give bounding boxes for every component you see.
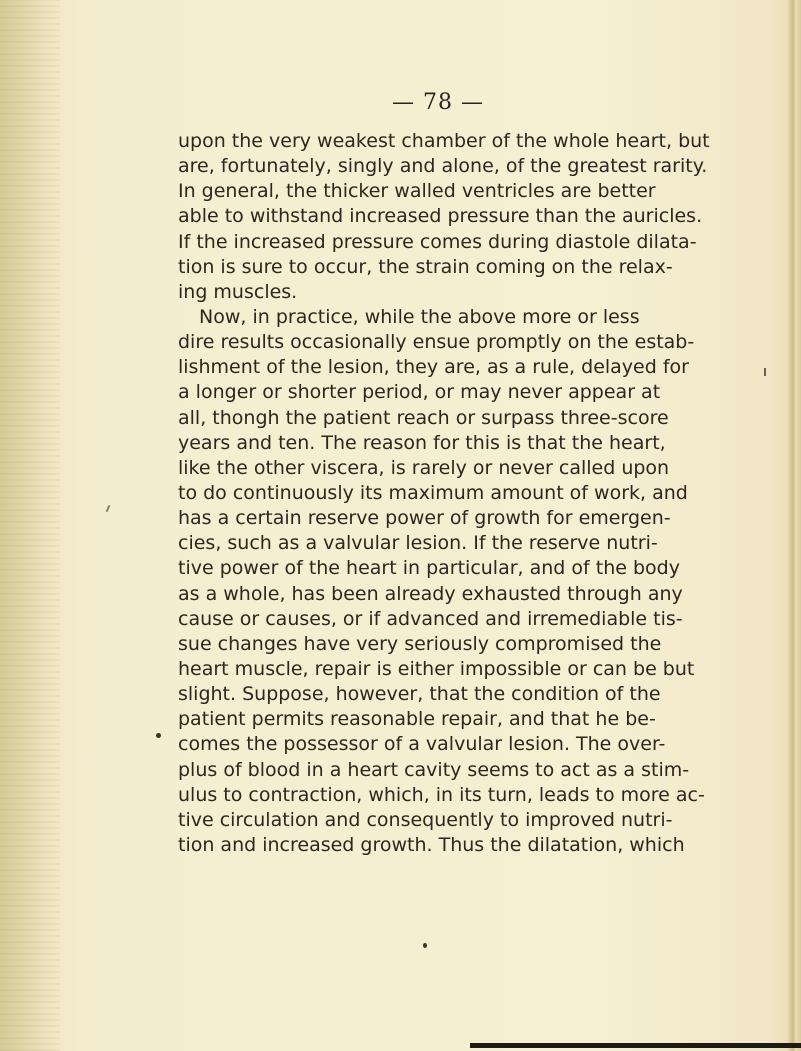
text-line: tion and increased growth. Thus the dilatation, which [178, 833, 685, 856]
text-line: ulus to contraction, which, in its turn, leads to more ac- [178, 783, 705, 806]
text-line: slight. Suppose, however, that the condition of the [178, 683, 661, 706]
text-line: to do continuously its maximum amount of work, and [178, 481, 688, 504]
text-line: as a whole, has been already exhausted through any [178, 582, 683, 605]
text-line: plus of blood in a heart cavity seems to act as a stim- [178, 758, 690, 781]
body-text [178, 129, 738, 858]
text-line: In general, the thicker walled ventricles are better [178, 180, 656, 203]
text-line: like the other viscera, is rarely or never called upon [178, 456, 670, 479]
text-line: comes the possessor of a valvular lesion. The over- [178, 733, 666, 756]
text-line: heart muscle, repair is either impossible or can be but [178, 657, 695, 680]
text-line: tion is sure to occur, the strain coming on the relax- [178, 255, 673, 278]
text-line: lishment of the lesion, they are, as a rule, delayed for [178, 356, 689, 379]
text-line: tive circulation and consequently to improved nutri- [178, 808, 673, 831]
text-line: all, thongh the patient reach or surpass three-score [178, 406, 669, 429]
bottom-edge-shadow [470, 1043, 801, 1048]
stray-pencil-mark [106, 505, 111, 512]
text-line: are, fortunately, singly and alone, of the greatest rarity. [178, 155, 708, 178]
text-line: sue changes have very seriously compromised the [178, 632, 662, 655]
margin-dot-mark [156, 733, 161, 738]
text-line: cause or causes, or if advanced and irremediable tis- [178, 607, 683, 630]
text-line: ing muscles. [178, 280, 298, 303]
text-line: years and ten. The reason for this is that the heart, [178, 431, 666, 454]
text-line: patient permits reasonable repair, and that he be- [178, 708, 656, 731]
text-line: If the increased pressure comes during diastole dilata- [178, 230, 697, 253]
text-line: upon the very weakest chamber of the whole heart, but [178, 130, 710, 152]
text-line: a longer or shorter period, or may never appear at [178, 381, 661, 404]
text-line: has a certain reserve power of growth for emergen- [178, 507, 671, 530]
margin-tick-mark [764, 368, 766, 376]
page-number: — 78 — [392, 90, 484, 115]
text-line: Now, in practice, while the above more or less [199, 305, 640, 328]
stray-ink-dot [423, 943, 427, 948]
page-right-edge [787, 0, 801, 1051]
page-left-edge [0, 0, 60, 1051]
text-line: able to withstand increased pressure than the auricles. [178, 205, 703, 228]
text-line: cies, such as a valvular lesion. If the reserve nutri- [178, 532, 658, 555]
text-line: dire results occasionally ensue promptly on the estab- [178, 331, 695, 354]
text-line: tive power of the heart in particular, and of the body [178, 557, 680, 580]
